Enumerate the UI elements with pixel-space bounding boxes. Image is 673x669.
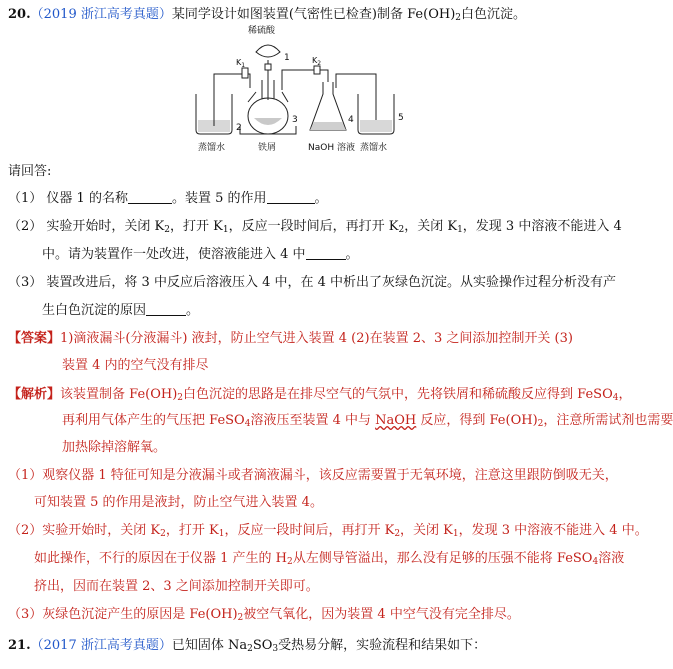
- analysis-line3: 加热除掉溶解氧。: [62, 440, 167, 455]
- explanation-3: （3）灰绿色沉淀产生的原因是 $Fe(OH)_2$被空气氧化，因为装置 4 中空气没有完全排尽。: [8, 607, 520, 623]
- label-k2: $K_2$: [312, 56, 322, 67]
- label-dilute-acid: 稀硫酸: [248, 26, 276, 36]
- funnel-1: [256, 45, 280, 57]
- explanation-1-line1: （1）观察仪器 1 特征可知是分液漏斗或者滴液漏斗，该反应需要置于无氧环境，注意这里跟防倒吸无关，: [8, 468, 618, 483]
- label-2: 2: [236, 123, 242, 133]
- label-5: 5: [398, 113, 404, 123]
- analysis-tag: 【解析】: [8, 387, 61, 402]
- caption-iron: 铁屑: [258, 143, 277, 153]
- sub-question-2-line2: 中。请为装置作一处改进，使溶液能进入 4 中 。: [42, 247, 359, 262]
- sub-question-3-line2: 生白色沉淀的原因 。: [42, 303, 200, 318]
- caption-naoh: NaOH 溶液: [308, 143, 355, 153]
- label-3: 3: [292, 115, 298, 125]
- prompt: 请回答:: [8, 164, 52, 179]
- question-stem: 某同学设计如图装置(气密性已检查)制备 Fe(OH): [171, 7, 456, 22]
- explanation-2-line3: 挤出，因而在装置 2、3 之间添加控制开关即可。: [34, 579, 319, 594]
- sub-question-2-line1: （2） 实验开始时，关闭 $K_2$，打开 $K_1$，反应一段时间后，再打开 $K_2$，关闭 $K_1$，发现 3 中溶液不能进入 4: [8, 219, 622, 235]
- subscript: 2: [455, 13, 461, 23]
- question-number: 20.: [8, 7, 31, 22]
- label-1: 1: [284, 53, 290, 63]
- explanation-2-line1: （2）实验开始时，关闭 $K_2$，打开 $K_1$，反应一段时间后，再打开 $K_2$，关闭 $K_1$，发现 3 中溶液不能进入 4 中。: [8, 523, 648, 539]
- answer-line1: 【答案】1)滴液漏斗(分液漏斗) 液封，防止空气进入装置 4 (2)在装置 2、3 之间添加控制开关 (3): [8, 331, 573, 346]
- flask-3: [248, 98, 288, 134]
- question-source: （2019 浙江高考真题）: [30, 7, 172, 22]
- analysis-line2: 再利用气体产生的气压把 FeSO$_4$溶液压至装置 4 中与 NaOH 反应，得到 $Fe(OH)_2$，注意所需试剂也需要: [62, 413, 673, 429]
- sub-question-3-line1: （3） 装置改进后，将 3 中反应后溶液压入 4 中，在 4 中析出了灰绿色沉淀。从实验操作过程分析没有产: [8, 275, 617, 290]
- apparatus-diagram: [186, 22, 422, 158]
- analysis-line1: 【解析】该装置制备 $Fe(OH)_2$白色沉淀的思路是在排尽空气的气氛中，先将铁屑和稀硫酸反应得到 FeSO$_4$，: [8, 387, 632, 403]
- explanation-2-line2: 如此操作，不行的原因在于仪器 1 产生的 $H_2$从左侧导管溢出，那么没有足够的压强不能将 FeSO$_4$溶液: [34, 551, 625, 567]
- question-stem-end: 白色沉淀。: [461, 7, 527, 22]
- answer-tag: 【答案】: [8, 331, 61, 346]
- caption-water-right: 蒸馏水: [360, 143, 388, 153]
- caption-water-left: 蒸馏水: [198, 143, 226, 153]
- question-21-header: 21.（2017 浙江高考真题）已知固体 $Na_2SO_3$受热易分解，实验流程和结果如下：: [8, 638, 487, 654]
- label-4: 4: [348, 115, 354, 125]
- sub-question-1: （1） 仪器 1 的名称 。装置 5 的作用 。: [8, 191, 328, 206]
- explanation-1-line2: 可知装置 5 的作用是液封，防止空气进入装置 4。: [34, 495, 323, 510]
- label-k1: $K_1$: [236, 58, 246, 69]
- answer-line2: 装置 4 内的空气没有排尽: [62, 358, 209, 373]
